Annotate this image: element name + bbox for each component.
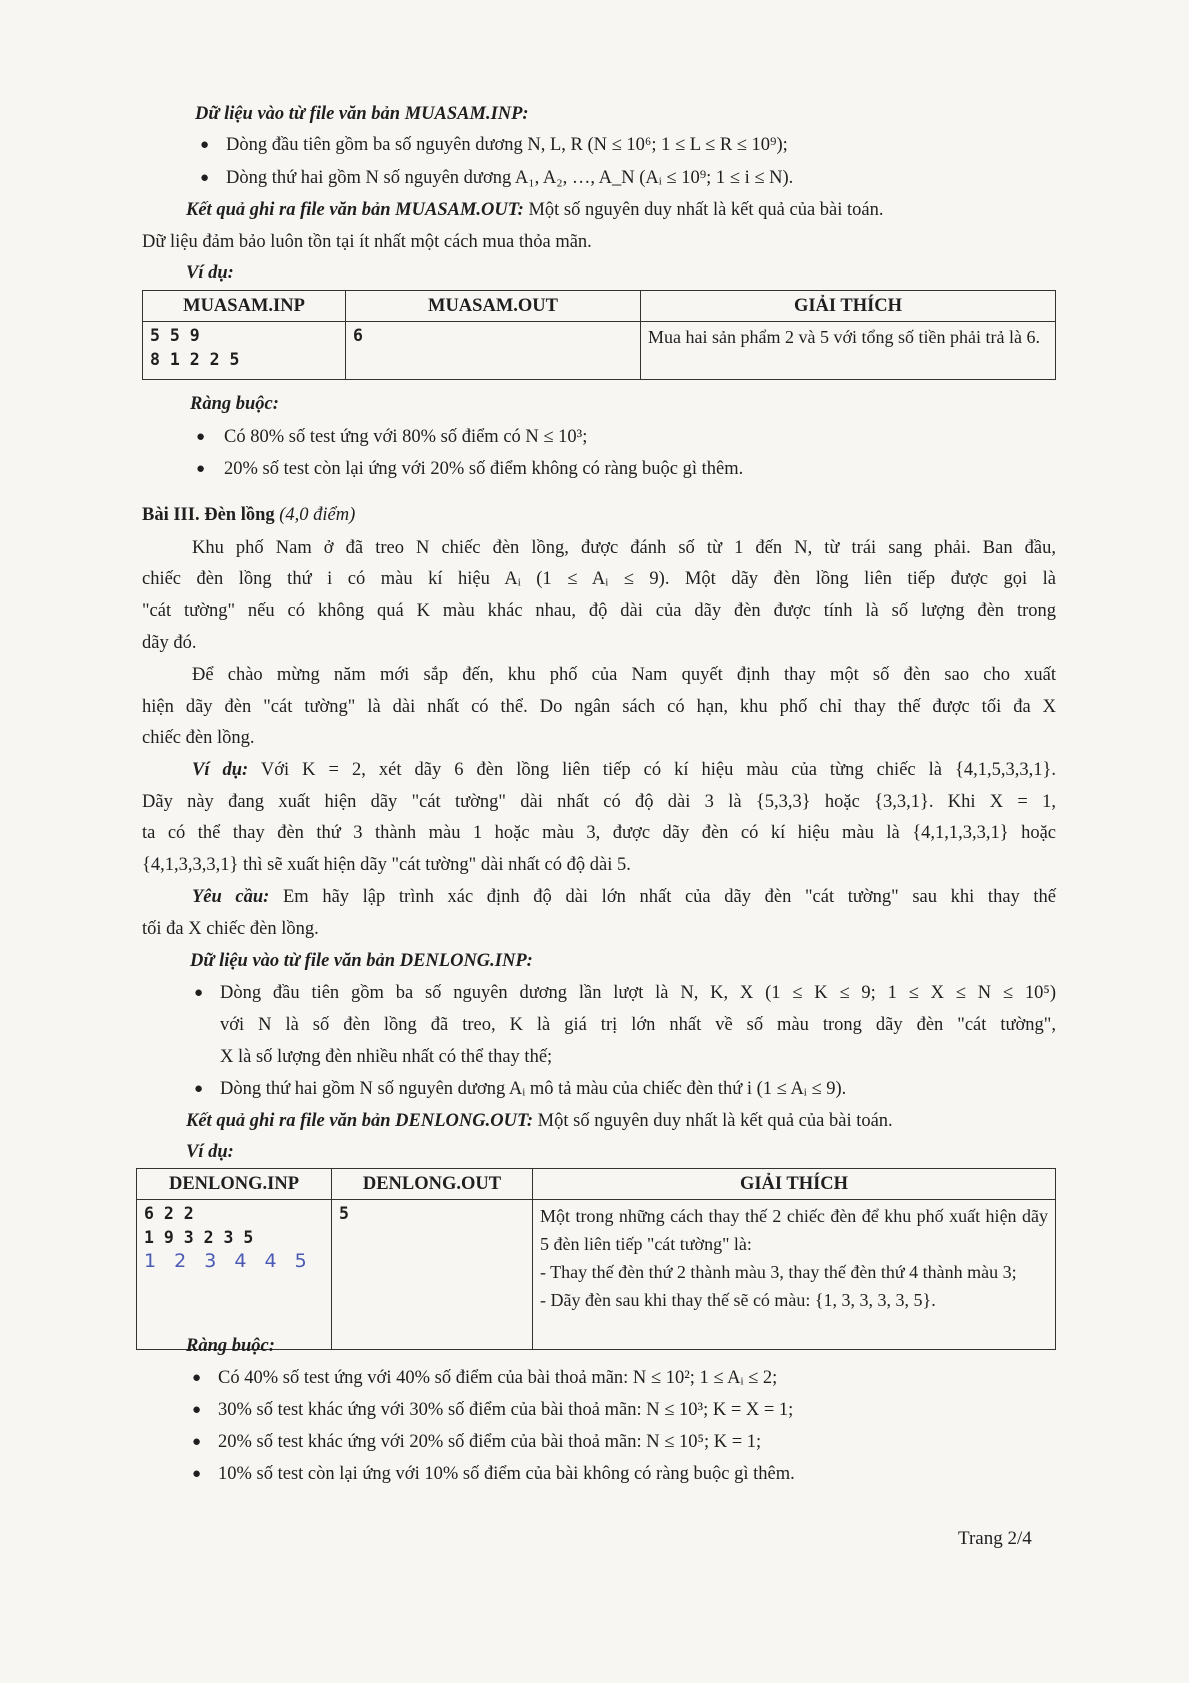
output-line-denlong [186, 1108, 893, 1134]
constraint-item: Có 80% số test ứng với 80% số điểm có N ≤ 10³; [224, 427, 588, 447]
bullet-dot: ● [192, 1370, 202, 1386]
bullet-dot: ● [192, 1466, 202, 1482]
requirement-line [192, 884, 1056, 910]
bullet-dot: ● [194, 1081, 204, 1097]
constraint-item: 20% số test còn lại ứng với 20% số điểm không có ràng buộc gì thêm. [224, 459, 744, 479]
table-cell-inp [137, 1200, 332, 1350]
paragraph-line: chiếc đèn lồng. [142, 728, 255, 748]
output-text-muasam: Một số nguyên duy nhất là kết quả của bài toán. [528, 200, 884, 220]
paragraph-line: ta có thể thay đèn thứ 3 thành màu 1 hoặc màu 3, được dãy đèn có kí hiệu màu là {4,1,1,3,3,1} hoặc [142, 823, 1056, 843]
input-heading-muasam: Dữ liệu vào từ file văn bản MUASAM.INP: [195, 104, 529, 124]
input-bullet-line: với N là số đèn lồng đã treo, K là giá trị lớn nhất về số màu trong dãy đèn "cát tường", [220, 1015, 1056, 1035]
constraint-item: Có 40% số test ứng với 40% số điểm của bài thoả mãn: N ≤ 10²; 1 ≤ Aᵢ ≤ 2; [218, 1368, 778, 1388]
inp-text: 6 2 2 1 9 3 2 3 5 [144, 1204, 254, 1247]
output-line-muasam [186, 197, 883, 223]
bullet-dot: ● [196, 461, 206, 477]
table-cell-explain: Mua hai sản phẩm 2 và 5 với tổng số tiền phải trả là 6. [641, 322, 1056, 380]
example-table-muasam [142, 290, 1056, 380]
output-text-denlong: Một số nguyên duy nhất là kết quả của bài toán. [537, 1111, 893, 1131]
input-heading-denlong: Dữ liệu vào từ file văn bản DENLONG.INP: [190, 951, 533, 971]
constraints-heading-denlong: Ràng buộc: [186, 1336, 275, 1356]
paragraph-line: hiện dãy đèn "cát tường" là dài nhất có thể. Do ngân sách có hạn, khu phố chỉ thay thế được tối đa X [142, 697, 1056, 717]
requirement-text: Em hãy lập trình xác định độ dài lớn nhất của dãy đèn "cát tường" sau khi thay thế [283, 887, 1057, 907]
input-bullet-line: Dòng đầu tiên gồm ba số nguyên dương lần lượt là N, K, X (1 ≤ K ≤ 9; 1 ≤ X ≤ N ≤ 10⁵) [220, 983, 1056, 1003]
constraint-item: 20% số test khác ứng với 20% số điểm của bài thoả mãn: N ≤ 10⁵; K = 1; [218, 1432, 762, 1452]
requirement-label: Yêu cầu: [192, 887, 270, 907]
constraint-item: 10% số test còn lại ứng với 10% số điểm của bài không có ràng buộc gì thêm. [218, 1464, 795, 1484]
guarantee-text: Dữ liệu đảm bảo luôn tồn tại ít nhất một cách mua thỏa mãn. [142, 232, 592, 252]
table-header: GIẢI THÍCH [533, 1169, 1056, 1200]
paragraph-line: Khu phố Nam ở đã treo N chiếc đèn lồng, được đánh số từ 1 đến N, từ trái sang phải. Ban đầu, [192, 538, 1056, 558]
table-cell-inp: 5 5 9 8 1 2 2 5 [143, 322, 346, 380]
paragraph-line: {4,1,3,3,3,1} thì sẽ xuất hiện dãy "cát tường" dài nhất có độ dài 5. [142, 855, 631, 875]
problem-title-text: Bài III. Đèn lồng [142, 505, 275, 525]
constraint-item: 30% số test khác ứng với 30% số điểm của bài thoả mãn: N ≤ 10³; K = X = 1; [218, 1400, 794, 1420]
handwritten-annotation: 1 2 3 4 4 5 [144, 1250, 313, 1272]
table-cell-out: 5 [332, 1200, 533, 1350]
output-heading-denlong: Kết quả ghi ra file văn bản DENLONG.OUT: [186, 1111, 534, 1131]
example-label-denlong: Ví dụ: [192, 760, 249, 780]
table-header: GIẢI THÍCH [641, 291, 1056, 322]
bullet-dot: ● [194, 985, 204, 1001]
paragraph-line: Để chào mừng năm mới sắp đến, khu phố của Nam quyết định thay một số đèn sao cho xuất [192, 665, 1056, 685]
table-header: MUASAM.OUT [346, 291, 641, 322]
problem-points: (4,0 điểm) [279, 505, 356, 525]
table-header: DENLONG.INP [137, 1169, 332, 1200]
example-label-muasam: Ví dụ: [186, 263, 234, 283]
paragraph-line: Dãy này đang xuất hiện dãy "cát tường" dài nhất có độ dài 3 là {5,3,3} hoặc {3,3,1}. Khi X = 1, [142, 792, 1056, 812]
table-cell-explain [533, 1200, 1056, 1350]
input-bullet-2: Dòng thứ hai gồm N số nguyên dương A₁, A₂, …, A_N (Aᵢ ≤ 10⁹; 1 ≤ i ≤ N). [226, 168, 794, 188]
input-bullet-line: X là số lượng đèn nhiều nhất có thể thay thế; [220, 1047, 553, 1067]
problem-title [142, 502, 355, 528]
example-paragraph-line [192, 757, 1056, 783]
example-table-denlong [136, 1168, 1056, 1350]
example-text: Với K = 2, xét dãy 6 đèn lồng liên tiếp có kí hiệu màu của từng chiếc là {4,1,5,3,3,1}. [260, 760, 1057, 780]
explain-line: - Dãy đèn sau khi thay thế sẽ có màu: {1, 3, 3, 3, 3, 5}. [540, 1290, 936, 1310]
bullet-dot: ● [200, 137, 210, 153]
input-bullet-1: Dòng đầu tiên gồm ba số nguyên dương N, L, R (N ≤ 10⁶; 1 ≤ L ≤ R ≤ 10⁹); [226, 135, 788, 155]
paragraph-line: chiếc đèn lồng thứ i có màu kí hiệu Aᵢ (1 ≤ Aᵢ ≤ 9). Một dãy đèn lồng liên tiếp được gọi là [142, 569, 1056, 589]
input-bullet-line: Dòng thứ hai gồm N số nguyên dương Aᵢ mô tả màu của chiếc đèn thứ i (1 ≤ Aᵢ ≤ 9). [220, 1079, 847, 1099]
table-header: MUASAM.INP [143, 291, 346, 322]
bullet-dot: ● [192, 1434, 202, 1450]
explain-line: Một trong những cách thay thế 2 chiếc đèn để khu phố xuất hiện dãy 5 đèn liên tiếp "cát tường" là: [540, 1206, 1048, 1254]
page-number: Trang 2/4 [958, 1528, 1032, 1549]
output-heading-muasam: Kết quả ghi ra file văn bản MUASAM.OUT: [186, 200, 524, 220]
paragraph-line: dãy đó. [142, 633, 197, 653]
paragraph-line: tối đa X chiếc đèn lồng. [142, 919, 319, 939]
table-header: DENLONG.OUT [332, 1169, 533, 1200]
constraints-heading-muasam: Ràng buộc: [190, 394, 279, 414]
bullet-dot: ● [196, 429, 206, 445]
explain-line: - Thay thế đèn thứ 2 thành màu 3, thay thế đèn thứ 4 thành màu 3; [540, 1262, 1017, 1282]
bullet-dot: ● [200, 170, 210, 186]
paragraph-line: "cát tường" nếu có không quá K màu khác nhau, độ dài của dãy đèn được tính là số lượng đèn trong [142, 601, 1056, 621]
bullet-dot: ● [192, 1402, 202, 1418]
table-cell-out: 6 [346, 322, 641, 380]
example-label-denlong-2: Ví dụ: [186, 1142, 234, 1162]
